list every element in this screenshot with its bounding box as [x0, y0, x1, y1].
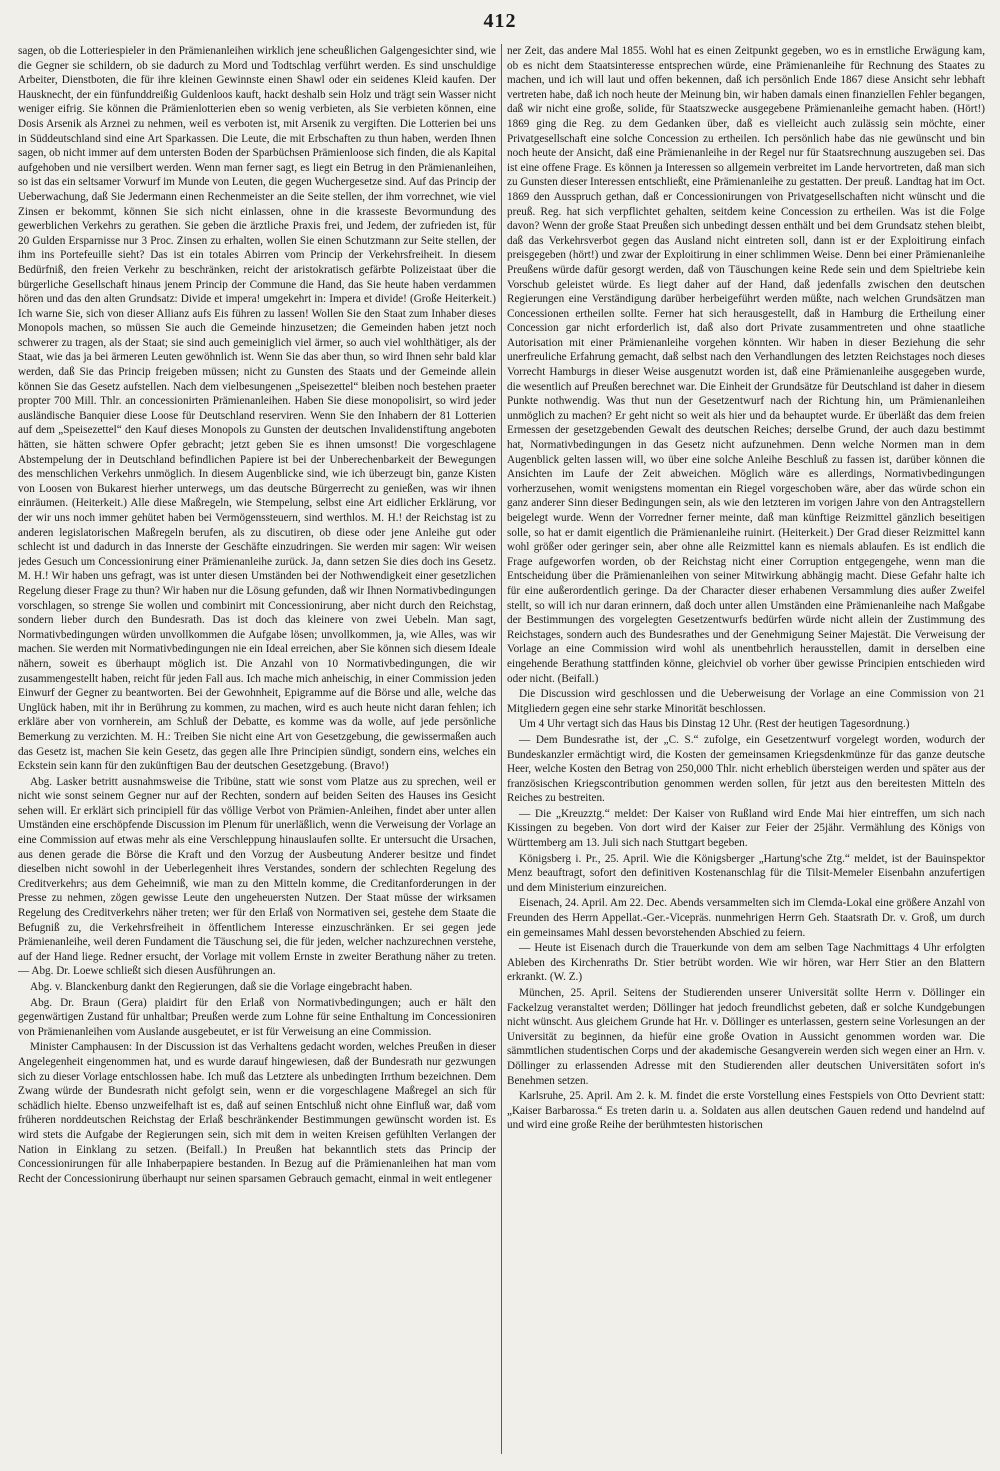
article-paragraph: Die Discussion wird geschlossen und die Ueberweisung der Vorlage an eine Commission von 21 Mitgliedern gegen eine sehr starke Minorität beschlossen. [507, 688, 985, 715]
news-item: München, 25. April. Seitens der Studierenden unserer Universität sollte Herrn v. Döllinger ein Fackelzug veranstaltet werden; Döllinger hat jedoch freundlichst gebeten, daß er solche Kundgebungen nicht wünscht. Aus gleichem Grunde hat Hr. v. Döllinger es unterlassen, gestern seine Vorlesungen an der Universität zu beginnen, da hiefür eine große Ovation in Aussicht genommen worden war. Die sämmtlichen studentischen Corps und der akademische Gesangverein werden sich wegen einer an Hrn. v. Döllinger zu erlassenden Adresse mit den Studierenden aller deutschen Universitäten sofort in's Benehmen setzen. [507, 987, 985, 1087]
right-column [507, 44, 985, 1456]
news-item: — Die „Kreuzztg.“ meldet: Der Kaiser von Rußland wird Ende Mai hier eintreffen, um sich nach Kissingen zu begeben. Von dort wird der Kaiser zur Feier der 25jähr. Vermählung des Königs von Württemberg am 13. Juli sich nach Stuttgart begeben. [507, 807, 985, 850]
news-item: Eisenach, 24. April. Am 22. Dec. Abends versammelten sich im Clemda-Lokal eine größere Anzahl von Freunden des Herrn Appellat.-Ger.-Vicepräs. nunmehrigen Herrn Geh. Staatsrath Dr. v. Groß, um durch ein gemeinsames Mahl dessen bevorstehenden Abschied zu feiern. [507, 897, 985, 939]
column-divider [501, 44, 502, 1454]
article-paragraph: Minister Camphausen: In der Discussion ist das Verhaltens gedacht worden, welches Preußen in dieser Angelegenheit eingenommen hat, und es wurde darauf hingewiesen, daß der Bundesrath nur gezwungen sich zu dieser Vorlage entschlossen habe. Ich muß das Letztere als unbedingten Irrthum bezeichnen. Dem Zwang würde der Bundesrath nicht gefolgt sein, wenn er die vorgeschlagene Maßregel an sich für schädlich hielte. Ebenso unzweifelhaft ist es, daß auf seinen Entschluß nicht ohne Einfluß war, daß vom früheren norddeutschen Reichstag der Erlaß beschränkender Bestimmungen gewünscht worden ist. Es wird stets die Aufgabe der Regierungen sein, sich mit dem in weiten Kreisen gefühlten Verlangen der Nation in Einklang zu setzen. (Beifall.) In Preußen hat bekanntlich stets das Princip der Concessionirungen für alle Inhaberpapiere bestanden. In Bezug auf die Prämienanleihen hat man vom Recht der Concessionirung überhaupt nur seinen sparsamen Gebrauch gemacht, einmal in weit entlegener [18, 1041, 496, 1185]
news-item: — Heute ist Eisenach durch die Trauerkunde von dem am selben Tage Nachmittags 4 Uhr erfolgten Ableben des Kirchenraths Dr. Stier betrübt worden. Wie wir hören, war Herr Stier an den Blattern erkrankt. (W. Z.) [507, 942, 985, 984]
article-paragraph: Abg. v. Blanckenburg dankt den Regierungen, daß sie die Vorlage eingebracht haben. [30, 981, 413, 993]
article-paragraph: sagen, ob die Lotteriespieler in den Prämienanleihen wirklich jene scheußlichen Galgengesichter sind, wie die Gegner sie schildern, ob sie dadurch zu Mord und Todtschlag verführt werden. Es sind unschuldige Arbeiter, Dienstboten, die für ihre kleinen Gewinnste einen Shawl oder ein seidenes Kleid kaufen. Der Hausknecht, der ein fünfunddreißig Guldenloos kauft, hackt deshalb sein Holz und trägt sein Wasser nicht weniger eifrig. Sie können die Prämienlotterien eben so wenig verbieten, als Sie verbieten können, eine Dosis Arsenik als Arznei zu nehmen, weil es verboten ist, mit Arsenik zu vergiften. Die Lotterien bei uns in Süddeutschland sind eine Art Sparkassen. Die Leute, die mit Erbschaften zu thun haben, werden Ihnen sagen, ob nicht immer auf dem untersten Boden der Sparbüchsen Prämienloose sich finden, die als Kapital aufgehoben und nie versilbert werden. Wenn man ferner sagt, es liegt ein Betrug in den Prämienanleihen, so ist das ein seltsamer Vorwurf im Munde von Leuten, die gegen Wuchergesetze sind. Auf das Princip der Ueberwachung, daß Sie Jedermann einen Rechenmeister an die Seite stellen, der ihm vorrechnet, wie viel Zinsen er bekommt, können Sie sich nicht einlassen, ohne in die krasseste Bevormundung des gewerblichen Verkehrs zu gerathen. Sie geben die ärztliche Praxis frei, und Jedem, der zufrieden ist, für 20 Gulden Ersparnisse nur 3 Proc. Zinsen zu erhalten, wollen Sie einen Schutzmann zur Seite stellen, der ihm ins Portefeuille sieht? Das ist ein totales Abirren vom Princip der Verkehrsfreiheit. In diesem Bedürfniß, den freien Verkehr zu beschränken, reicht der aristokratisch gefärbte Polizeistaat über die bürgerliche Gesellschaft hinaus jenem Princip der Commune die Hand, das Sie heute haben verdammen hören und das den alten Grundsatz: Divide et impera! umgekehrt in: Impera et divide! (Große Heiterkeit.) Ich warne Sie, sich von dieser Allianz aufs Eis führen zu lassen! Wollen Sie den Staat zum Inhaber dieses Monopols machen, so müssen Sie auch die Gemeinde hinzusetzen; die Gemeinden haben jetzt noch schwerer zu tragen, als der Staat; sie sind auch gemeiniglich viel ärmer, so auch viel wohlthätiger, als der Staat, wie das ja bei ärmeren Leuten gewöhnlich ist. Wenn Sie das aber thun, so wird Ihnen sehr bald klar werden, daß Sie das Princip freigeben müssen; nicht zu Gunsten des Staats und der Gemeinde allein können Sie das Gesetz aufstellen. Nach dem vielbesungenen „Speisezettel“ bleiben noch bestehen praeter propter 700 Mill. Thlr. an concessionirten Prämienanleihen. Haben Sie diese monopolisirt, so wird jeder ausländische Banquier diese Loose für Deutschland reserviren. Wenn Sie den Inhabern der 81 Lotterien auf dem „Speisezettel“ den Kauf dieses Monopols zu Gunsten der deutschen Invalidenstiftung angeboten hätten, sie hätten schwere Opfer gebracht; jetzt geben Sie es ihnen umsonst! Die vorgeschlagene Abstempelung der in Deutschland befindlichen Papiere ist bei der Unberechenbarkeit der Bewegungen des menschlichen Verkehrs unmöglich. In diesem Augenblicke sind, wie ich überzeugt bin, ganze Kisten von Loosen von Bukarest hierher unterwegs, um das deutsche Bürgerrecht zu genießen, was wir ihnen einräumen. (Heiterkeit.) Alle diese Maßregeln, wie Stempelung, selbst eine Art eidlicher Erklärung, vor der wir uns noch immer gehütet haben bei Vermögenssteuern, sind werthlos. M. H.! der Reichstag ist zu anderen legislatorischen Maßregeln berufen, als zu discutiren, ob diese oder jene Anleihe gut oder schlecht ist und dadurch in das Innerste der Geschäfte einzudringen. Sie werden mir sagen: Wir weisen jedes Gesuch um Concessionirung einer Prämienanleihe zurück. Ja, dann setzen Sie dies doch ins Gesetz. M. H.! Wir haben uns gefragt, was ist unter diesen Umständen bei der Nothwendigkeit einer gesetzlichen Regelung dieser Frage zu thun? Wir haben nur die Lösung gefunden, daß wir Ihnen Normativbedingungen vorschlagen, so strenge Sie wollen und combinirt mit Concessionirung, aber nicht durch den Reichstag, sondern lieber durch den Bundesrath. Das ist doch das kleinere von zwei Uebeln. Man sagt, Normativbedingungen würden unvollkommen die Aufgabe lösen; unvollkommen, ja, wie Alles, was wir machen. Sie werden mit Normativbedingungen nie ein Ideal erreichen, aber Sie können sich diesem Ideale nähern, soweit es überhaupt möglich ist. Die Anzahl von 10 Normativbedingungen, die wir zusammengestellt haben, reicht für jeden Fall aus. Ich mache mich anheischig, in einer Commission jeden Einwurf der Gegner zu beantworten. Bei der Gewohnheit, Epigramme auf die Börse und alle, welche das Unglück haben, mit ihr in Berührung zu kommen, zu machen, wird es auch heute nicht daran fehlen; ich erkläre aber von vornherein, am Schluß der Debatte, es komme was da wolle, auf jede persönliche Bemerkung zu verzichten. M. H.: Treiben Sie nicht eine Art von Gesetzgebung, die gewissermaßen auch das Gesetz ist, machen Sie kein Gesetz, das gegen alle Ihre Principien sündigt, sondern eins, welches ein Eckstein sein kann für den zukünftigen Bau der deutschen Gesetzgebung. (Bravo!) [18, 45, 496, 773]
article-paragraph: Abg. Dr. Braun (Gera) plaidirt für den Erlaß von Normativbedingungen; auch er hält den gegenwärtigen Zustand für unhaltbar; Preußen werde zum Lohne für seine Enthaltung im Concessioniren von Prämienanleihen vom Auslande ausgebeutet, er ist für Verweisung an eine Commission. [18, 996, 496, 1038]
news-item: Karlsruhe, 25. April. Am 2. k. M. findet die erste Vorstellung eines Festspiels von Otto Devrient statt: „Kaiser Barbarossa.“ Es treten darin u. a. Soldaten aus allen deutschen Gauen redend und handelnd auf und wird eine große Reihe der berühmtesten historischen [507, 1090, 985, 1132]
news-item: Königsberg i. Pr., 25. April. Wie die Königsberger „Hartung'sche Ztg.“ meldet, ist der Bauinspektor Menz beauftragt, sofort den definitiven Kostenanschlag für die Tilsit-Memeler Eisenbahn anzufertigen und dem Ministerium einzureichen. [507, 852, 985, 894]
article-paragraph: Um 4 Uhr vertagt sich das Haus bis Dinstag 12 Uhr. (Rest der heutigen Tagesordnung.) [519, 718, 910, 731]
article-paragraph: Abg. Lasker betritt ausnahmsweise die Tribüne, statt wie sonst vom Platze aus zu sprechen, weil er nicht wie sonst seinem Gegner nur auf der Rechten, sondern auf beiden Seiten des Hauses ins Gesicht sehen will. Er erklärt sich principiell für das völlige Verbot von Prämien-Anleihen, findet aber unter allen Umständen eine erschöpfende Discussion im Plenum für unerläßlich, wenn die Verweisung der Vorlage an eine Commission auf etwas mehr als eine Verschleppung hinauslaufen sollte. Er untersucht die Ursachen, aus denen gerade die Börse die Kraft und den Vorzug der Ausbeutung Anderer besitze und findet dieselben nicht sowohl in der Ueberlegenheit ihres Verstandes, sondern der schlechten Regelung des Creditverkehrs; aus dem Geheimniß, wie man zu den Mitteln komme, die Creditanforderungen in der Presse zu nehmen, zögen gewisse Leute den ungeheuersten Nutzen. Der Staat müsse der wirksamen Regelung des Creditverkehrs näher treten; wer für den Erlaß von Normativen sei, gestehe dem Staate die Befugniß zu, die Verkehrsfreiheit in öffentlichem Interesse einzuschränken. Er sei gegen jede Prämienanleihe, weil deren Fundament die Täuschung sei, die für jeden, welcher nachzurechnen verstehe, auf der Hand liege. Redner ersucht, der Vorlage mit vollem Ernste in zweiter Berathung näher zu treten. — Abg. Dr. Loewe schließt sich diesen Ausführungen an. [18, 775, 496, 978]
news-item: — Dem Bundesrathe ist, der „C. S.“ zufolge, ein Gesetzentwurf vorgelegt worden, wodurch der Bundeskanzler ermächtigt wird, die Kosten der gemeinsamen Kriegsdenkmünze für das ganze deutsche Heer, welche Kosten den Betrag von 250,000 Thlr. nicht erheblich übersteigen werden und später aus der französischen Kriegscontribution genommen werden sollen, für jetzt aus den bereitesten Mitteln des Reiches zu bestreiten. [507, 733, 985, 805]
article-paragraph: ner Zeit, das andere Mal 1855. Wohl hat es einen Zeitpunkt gegeben, wo es in ernstliche Erwägung kam, ob es nicht dem Staatsinteresse entsprechen würde, eine Prämienanleihe für Rechnung des Staates zu machen, und ich will laut und offen bekennen, daß ich persönlich Ende 1867 diese Ansicht sehr lebhaft vertreten habe, daß ich noch heute der Meinung bin, wir haben damals einen finanziellen Fehler begangen, daß wir nicht eine große, solide, für Staatszwecke ausgegebene Prämienanleihe gemacht haben. (Hört!) 1869 ging die Reg. zu dem Gedanken über, daß es vielleicht auch zulässig sein möchte, einer Privatgesellschaft eine solche Concession zu ertheilen. Ich persönlich habe das nie gewünscht und bin noch heute der Ansicht, daß eine Prämienanleihe in der Regel nur für Staatsrechnung auszugeben sei. Das ist eine offene Frage. Es können ja Interessen so allgemein verbreitet im Lande hervortreten, daß man sich zu Gunsten dieser Interessen entschließt, eine Prämienanleihe zu gestatten. Der preuß. Landtag hat im Oct. 1869 den Ausspruch gethan, daß er Concessionirungen von Privatgesellschaften nicht wünscht und die preuß. Reg. hat sich verpflichtet gehalten, seitdem keine Concession zu ertheilen. Was ist die Folge davon? Wenn der große Staat Preußen sich unbedingt dessen enthält und bei dem Grundsatz stehen bleibt, daß das Verkehrsverbot gegen das Ausland nicht eintreten soll, dann ist er der Exploitirung einfach preisgegeben (hört!) und zwar der Exploitirung in einer schlimmen Weise. Denn bei einer Prämienanleihe Preußens würde dafür gesorgt werden, daß von Täuschungen keine Rede sein und dem Spieltriebe kein Vorschub geleistet würde. Es liegt daher auf der Hand, daß jedenfalls zwischen den deutschen Regierungen eine Verständigung darüber herbeigeführt werden müßte, nach welchen Grundsätzen man Concessionen ertheilen sollte. Ferner hat sich herausgestellt, daß in Hamburg die Ertheilung einer Concession gar nicht erforderlich ist, daß also dort Private zusammentreten und ohne staatliche Autorisation mit einer Prämienanleihe vorgehen könnten. Wir haben in dieser Beziehung die sehr unerfreuliche Erfahrung gemacht, daß selbst nach den Verhandlungen des letzten Reichstages noch dieses Vorrecht Hamburgs in dieser Weise ausgenutzt worden ist, daß eine Prämienanleihe ausgegeben wurde, die wesentlich auf Preußen berechnet war. Die Einheit der Grundsätze für Deutschland ist daher in diesem Punkte nothwendig. Was thut nun der Gesetzentwurf nach der Richtung hin, um Prämienanleihen unmöglich zu machen? Er geht nicht so weit als hier und da behauptet wurde. Er überläßt das dem freien Ermessen der gesetzgebenden Gewalt des deutschen Reiches; derselbe Grund, der auch dazu bestimmt hat, Normativbedingungen in das Gesetz nicht aufzunehmen. Denn welche Normen man in dem Augenblick gelten lassen will, wo über eine solche Anleihe Beschluß zu fassen ist, darüber können die Ansichten im Laufe der Zeit abweichen. Möglich wäre es allerdings, Normativbedingungen vorherzusehen, womit wenigstens momentan ein Riegel vorgeschoben wäre, aber das würde schon ein ganz anderer Sinn dieser Bedingungen sein, als wie den letzteren im vorigen Jahre von den Antragstellern beigelegt wurde. Wenn der Vorredner ferner meinte, daß man künftige Reizmittel gänzlich beseitigen solle, so hat er damit eigentlich die Prämienanleihe ruinirt. (Heiterkeit.) Der Grad dieser Reizmittel kann wohl größer oder geringer sein, aber ohne alle Reizmittel kann es niemals ablaufen. Es ist endlich die Frage aufgeworfen worden, ob der Reichstag nicht einer Corruption entgegengehe, wenn man die Entscheidung über die Prämienanleihen von seiner Mitwirkung abhängig macht. Diese Gefahr halte ich für eine außerordentlich geringe. Da der Character dieser erhabenen Versammlung dies außer Zweifel stellt, so will ich nur daran erinnern, daß doch unter allen Umständen eine Prämienanleihe nach Maßgabe der Bestimmungen des vorgelegten Gesetzentwurfs bedürfen würde nicht allein der Zustimmung des Reichstages, sondern auch des Bundesrathes und der Genehmigung Seiner Majestät. Die Verweisung der Vorlage an eine Commission wird wohl als unentbehrlich herausstellen, damit in derselben eine eingehende Berathung stattfinden könne, gleichviel ob vorher über gewisse Principien entschieden wird oder nicht. (Beifall.) [507, 45, 985, 685]
page-number: 412 [483, 10, 517, 32]
left-column [18, 44, 496, 1456]
